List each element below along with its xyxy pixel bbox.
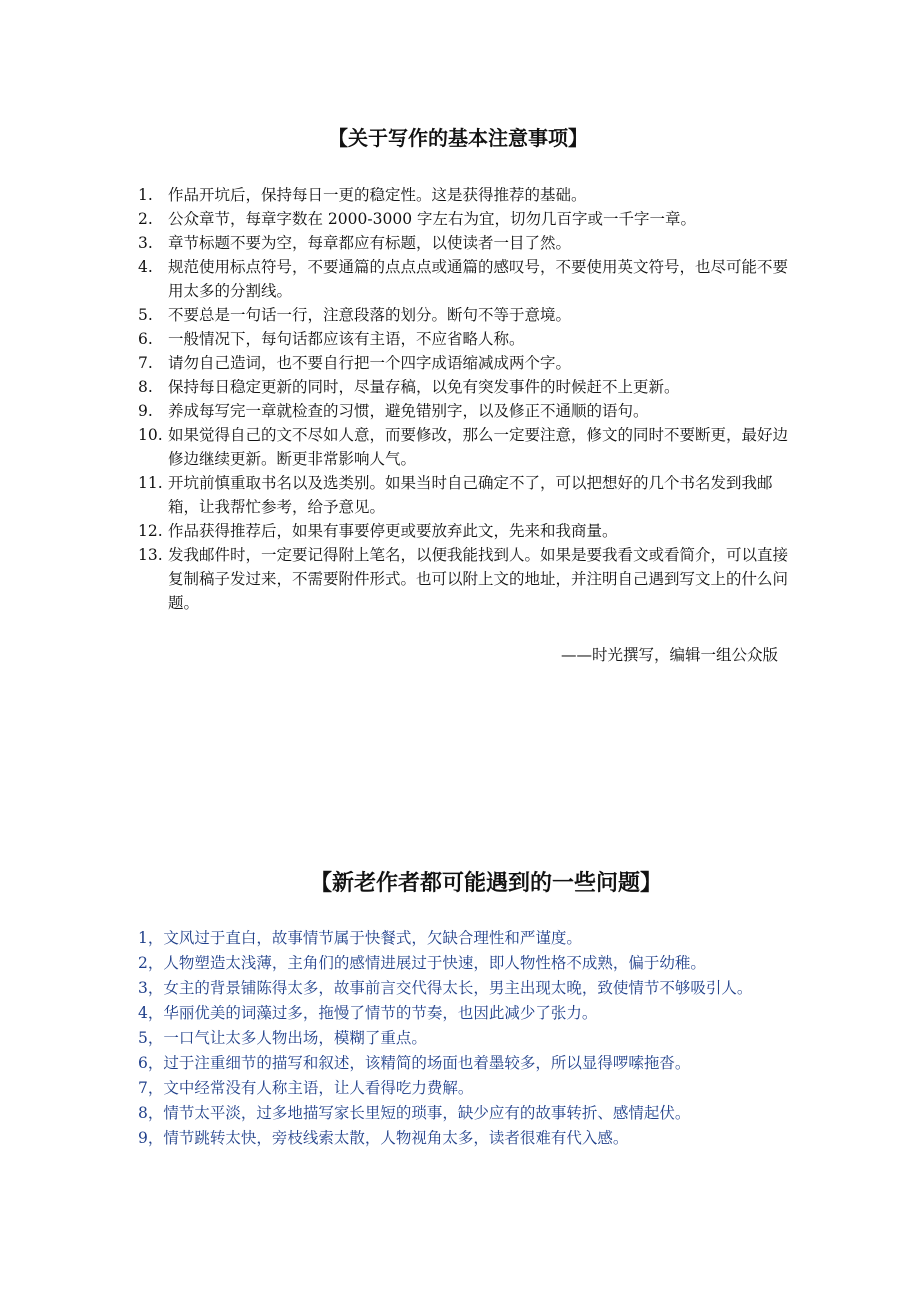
list-item: 5，一口气让太多人物出场，模糊了重点。 (138, 1029, 427, 1047)
item-text: 作品获得推荐后，如果有事要停更或要放弃此文，先来和我商量。 (168, 522, 618, 540)
item-number: 6. (138, 330, 153, 348)
item-number: 10. (138, 426, 163, 444)
item-number: 2. (138, 210, 153, 228)
item-number: 13. (138, 546, 163, 564)
item-text: 一般情况下，每句话都应该有主语，不应省略人称。 (168, 330, 525, 348)
item-number: 1. (138, 186, 153, 204)
list-item (138, 255, 788, 303)
list-item (138, 543, 788, 615)
item-text: 作品开坑后，保持每日一更的稳定性。这是获得推荐的基础。 (168, 186, 587, 204)
list-item (138, 303, 788, 327)
writing-rules-list (138, 183, 788, 615)
list-item: 1，文风过于直白，故事情节属于快餐式，欠缺合理性和严谨度。 (138, 929, 582, 947)
list-item: 9，情节跳转太快，旁枝线索太散，人物视角太多，读者很难有代入感。 (138, 1129, 629, 1147)
item-number: 5. (138, 306, 153, 324)
item-number: 11. (138, 474, 163, 492)
list-item (138, 207, 788, 231)
signature: ——时光撰写，编辑一组公众版 (560, 646, 778, 664)
list-item: 2，人物塑造太浅薄，主角们的感情进展过于快速，即人物性格不成熟，偏于幼稚。 (138, 954, 706, 972)
item-number: 8. (138, 378, 153, 396)
list-item (138, 519, 788, 543)
list-item (138, 471, 788, 519)
item-text: 开坑前慎重取书名以及选类别。如果当时自己确定不了，可以把想好的几个书名发到我邮箱，让我帮忙参考，给予意见。 (168, 474, 773, 516)
item-text: 养成每写完一章就检查的习惯，避免错别字，以及修正不通顺的语句。 (168, 402, 649, 420)
item-text: 请勿自己造词，也不要自行把一个四字成语缩减成两个字。 (168, 354, 572, 372)
list-item (138, 399, 788, 423)
list-item: 3，女主的背景铺陈得太多，故事前言交代得太长，男主出现太晚，致使情节不够吸引人。 (138, 979, 753, 997)
section2-title: 【新老作者都可能遇到的一些问题】 (309, 871, 662, 896)
item-number: 7. (138, 354, 153, 372)
item-text: 规范使用标点符号，不要通篇的点点点或通篇的感叹号，不要使用英文符号，也尽可能不要用太多的分割线。 (168, 258, 789, 300)
item-text: 不要总是一句话一行，注意段落的划分。断句不等于意境。 (168, 306, 572, 324)
list-item (138, 375, 788, 399)
item-text: 章节标题不要为空，每章都应有标题，以使读者一目了然。 (168, 234, 572, 252)
list-item: 6，过于注重细节的描写和叙述，该精简的场面也着墨较多，所以显得啰嗦拖沓。 (138, 1054, 691, 1072)
list-item: 4，华丽优美的词藻过多，拖慢了情节的节奏，也因此减少了张力。 (138, 1004, 598, 1022)
list-item: 7，文中经常没有人称主语，让人看得吃力费解。 (138, 1079, 474, 1097)
list-item (138, 231, 788, 255)
item-number: 9. (138, 402, 153, 420)
item-number: 4. (138, 258, 153, 276)
common-problems-list (138, 926, 822, 1151)
list-item (138, 351, 788, 375)
section1-title: 【关于写作的基本注意事项】 (328, 126, 588, 150)
list-item (138, 327, 788, 351)
list-item (138, 183, 788, 207)
item-number: 3. (138, 234, 153, 252)
item-text: 如果觉得自己的文不尽如人意，而要修改，那么一定要注意，修文的同时不要断更，最好边修边继续更新。断更非常影响人气。 (168, 426, 789, 468)
list-item: 8，情节太平淡，过多地描写家长里短的琐事，缺少应有的故事转折、感情起伏。 (138, 1104, 691, 1122)
list-item (138, 423, 788, 471)
item-text: 保持每日稳定更新的同时，尽量存稿，以免有突发事件的时候赶不上更新。 (168, 378, 680, 396)
item-text: 发我邮件时，一定要记得附上笔名，以便我能找到人。如果是要我看文或看简介，可以直接复制稿子发过来，不需要附件形式。也可以附上文的地址，并注明自己遇到写文上的什么问题。 (168, 546, 789, 612)
item-number: 12. (138, 522, 163, 540)
item-text: 公众章节，每章字数在 2000-3000 字左右为宜，切勿几百字或一千字一章。 (168, 210, 696, 228)
